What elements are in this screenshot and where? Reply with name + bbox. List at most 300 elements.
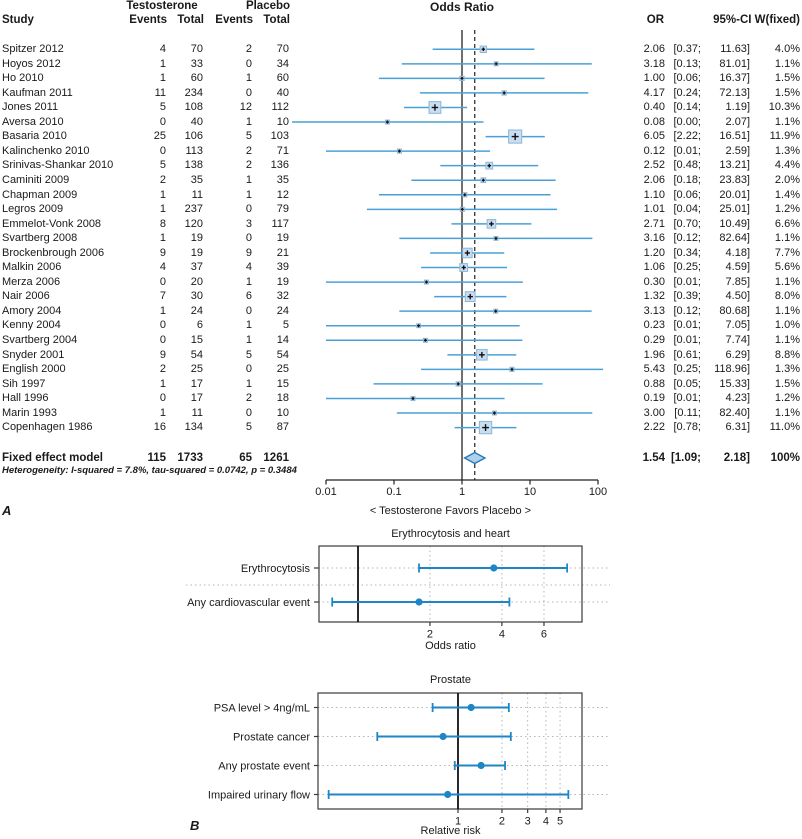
t-total-cell: 20 (190, 275, 203, 288)
tick-label: Any prostate event (218, 760, 310, 773)
p-events-cell: 1 (245, 275, 252, 288)
t-total-cell: 17 (190, 392, 203, 405)
t-total-cell: 33 (190, 57, 203, 70)
or-cell: 1.06 (643, 261, 665, 274)
t-events-cell: 2 (159, 363, 166, 376)
study-name-cell: Amory 2004 (2, 304, 62, 317)
table-row (0, 260, 802, 275)
ci-low-cell: [0.12; (673, 304, 701, 317)
weight-cell: 1.1% (774, 115, 800, 128)
p-events-cell: 12 (239, 101, 252, 114)
weight-cell: 1.5% (774, 86, 800, 99)
t-events-cell: 0 (159, 392, 166, 405)
ci-low-cell: [0.24; (673, 86, 701, 99)
study-name-cell: Marin 1993 (2, 406, 58, 419)
ci-low-cell: [0.01; (673, 392, 701, 405)
table-row (0, 173, 802, 188)
table-row (0, 217, 802, 232)
weight-cell: 1.1% (774, 57, 800, 70)
or-cell: 2.71 (643, 217, 665, 230)
t-total-cell: 108 (184, 101, 203, 114)
p-events-cell: 2 (245, 43, 252, 55)
ci-high-cell: 4.50] (725, 290, 750, 303)
col-header-p-total: Total (263, 14, 290, 26)
or-cell: 2.06 (643, 43, 665, 55)
or-cell: 6.05 (643, 130, 665, 143)
study-name-cell: Legros 2009 (2, 203, 64, 216)
t-events-cell: 2 (159, 173, 166, 186)
summary-row (0, 451, 802, 466)
tick-label: 4 (498, 628, 505, 641)
table-row (0, 377, 802, 392)
tick-label: Impaired urinary flow (207, 789, 310, 802)
study-name-cell: Hall 1996 (2, 392, 49, 405)
p-total-cell: 117 (271, 217, 289, 230)
col-header-ci-weight: 95%-CI W(fixed) (713, 14, 800, 26)
t-events-cell: 1 (159, 57, 166, 70)
p-total-cell: 10 (276, 115, 289, 128)
p-total-cell: 39 (276, 261, 289, 274)
tick-label: 0.01 (315, 486, 337, 498)
t-total-cell: 120 (184, 217, 203, 230)
t-total-cell: 113 (185, 144, 203, 157)
t-total-cell: 15 (190, 334, 203, 346)
tick-label: 1 (458, 486, 466, 498)
table-row (0, 333, 802, 348)
or-cell: 1.10 (643, 188, 665, 201)
weight-cell: 1.1% (774, 304, 800, 317)
ci-high-cell: 7.85] (725, 275, 750, 288)
ci-high-cell: 20.01] (719, 188, 750, 201)
weight-cell: 6.6% (774, 217, 800, 230)
study-name-cell: Chapman 2009 (2, 188, 78, 201)
t-total-cell: 11 (191, 188, 203, 201)
t-total-cell: 106 (184, 130, 203, 143)
tick-label: 6 (540, 628, 548, 641)
p-total-cell: 60 (276, 72, 289, 85)
ci-low-cell: [2.22; (673, 130, 701, 143)
ci-high-cell: 23.83] (719, 173, 750, 186)
study-name-cell: Snyder 2001 (2, 348, 65, 361)
or-cell: 1.01 (643, 203, 665, 216)
weight-cell: 2.0% (774, 173, 800, 186)
p-total-cell: 32 (276, 290, 289, 303)
ci-high-cell: 6.29] (725, 348, 750, 361)
col-header-t-total: Total (177, 14, 204, 26)
table-row (0, 71, 802, 86)
t-total-cell: 234 (184, 86, 203, 99)
favors-label: < Testosterone Favors Placebo > (369, 505, 532, 517)
weight-cell: 1.3% (774, 144, 800, 157)
p-events-cell: 1 (245, 377, 252, 390)
ci-high-cell: 1.19] (725, 101, 750, 114)
weight-cell: 11.9% (769, 130, 800, 143)
weight-cell: 4.4% (774, 159, 800, 172)
col-header-t-events: Events (129, 14, 167, 26)
p-events-cell: 1 (245, 115, 252, 128)
study-name-cell: Malkin 2006 (2, 261, 62, 274)
p-total-cell: 18 (276, 392, 289, 405)
ci-high-cell: 72.13] (719, 86, 750, 99)
t-events-cell: 0 (159, 275, 166, 288)
study-name-cell: Caminiti 2009 (2, 173, 70, 186)
col-header-p-events: Events (215, 14, 253, 26)
p-total-cell: 79 (276, 203, 289, 216)
tick-label: 2 (498, 815, 506, 828)
table-row (0, 362, 802, 377)
ci-low-cell: [0.61; (673, 348, 701, 361)
p-events-cell: 0 (245, 363, 252, 376)
t-events-cell: 1 (159, 304, 166, 317)
tick-label: 1 (454, 815, 462, 828)
table-row (0, 275, 802, 290)
p-events-cell: 9 (245, 246, 252, 259)
point-estimate (468, 704, 475, 711)
table-row (0, 144, 802, 159)
p-events-cell: 5 (245, 421, 252, 434)
t-events-cell: 16 (153, 421, 166, 434)
p-events-cell: 2 (245, 159, 252, 172)
ci-low-cell: [0.18; (673, 173, 701, 186)
or-cell: 2.52 (643, 159, 665, 172)
t-events-cell: 5 (159, 159, 166, 172)
weight-cell: 1.5% (774, 377, 800, 390)
p-total-cell: 12 (276, 188, 289, 201)
t-total-cell: 6 (196, 319, 203, 332)
chart2-xlabel: Relative risk (420, 825, 481, 837)
tick-label: Erythrocytosis (240, 562, 310, 575)
table-row (0, 86, 802, 101)
p-total-cell: 34 (276, 57, 289, 70)
p-total-cell: 136 (270, 159, 289, 172)
table-row (0, 57, 802, 72)
ci-high-cell: 4.18] (725, 246, 750, 259)
weight-cell: 1.1% (774, 232, 800, 245)
point-estimate (444, 791, 451, 798)
ci-high-cell: 2.59] (725, 144, 750, 157)
study-name-cell: Ho 2010 (2, 72, 44, 85)
table-row (0, 42, 802, 57)
p-events-cell: 1 (245, 334, 252, 346)
p-total-cell: 70 (276, 43, 289, 55)
t-events-cell: 0 (159, 115, 166, 128)
p-total-cell: 35 (276, 173, 289, 186)
study-name-cell: Nair 2006 (2, 290, 50, 303)
or-cell: 0.08 (643, 115, 665, 128)
ci-high-cell: 10.49] (719, 217, 750, 230)
or-cell: 3.00 (643, 406, 665, 419)
or-cell: 2.06 (643, 173, 665, 186)
study-name-cell: Spitzer 2012 (2, 43, 64, 55)
p-total-cell: 54 (276, 348, 289, 361)
weight-cell: 7.7% (774, 246, 800, 259)
t-events-cell: 0 (159, 334, 166, 346)
p-total-cell: 71 (276, 144, 289, 157)
weight-cell: 1.5% (774, 72, 800, 85)
t-total-cell: 11 (191, 406, 203, 419)
ci-low-cell: [0.78; (673, 421, 701, 434)
ci-high-cell: 25.01] (719, 203, 750, 216)
or-cell: 0.12 (643, 144, 665, 157)
tick-label: 0.1 (386, 486, 402, 498)
t-events-cell: 1 (159, 232, 166, 245)
p-events-cell: 1 (245, 319, 252, 332)
heterogeneity-note: Heterogeneity: I-squared = 7.8%, tau-squared = 0.0742, p = 0.3484 (2, 465, 297, 476)
or-cell: 0.30 (643, 275, 665, 288)
study-name-cell: Svartberg 2008 (2, 232, 78, 245)
table-row (0, 391, 802, 406)
table-row (0, 202, 802, 217)
ci-high-cell: 7.05] (725, 319, 750, 332)
t-total-cell: 134 (184, 421, 203, 434)
study-name-cell: Basaria 2010 (2, 130, 67, 143)
table-row (0, 115, 802, 130)
t-events-cell: 4 (159, 43, 166, 55)
t-events-cell: 1 (159, 406, 166, 419)
ci-low-cell: [0.34; (673, 246, 701, 259)
p-events-cell: 6 (245, 290, 252, 303)
p-events-cell: 2 (245, 392, 252, 405)
chart1-title: Erythrocytosis and heart (391, 528, 510, 540)
col-header-study: Study (2, 14, 34, 26)
ci-high-cell: 2.18] (723, 451, 750, 464)
point-estimate (439, 733, 446, 740)
p-total-cell: 14 (276, 334, 289, 346)
tick-label: 3 (524, 815, 531, 828)
weight-cell: 1.4% (774, 188, 800, 201)
p-events-cell: 4 (245, 261, 252, 274)
study-name-cell: English 2000 (2, 363, 66, 376)
ci-low-cell: [0.01; (673, 144, 701, 157)
table-row (0, 304, 802, 319)
p-events-cell: 0 (245, 232, 252, 245)
or-cell: 0.29 (643, 334, 665, 346)
weight-cell: 100% (770, 451, 800, 464)
t-events-cell: 4 (159, 261, 166, 274)
weight-cell: 1.2% (774, 203, 800, 216)
t-events-cell: 1 (159, 377, 166, 390)
t-events-cell: 0 (159, 319, 166, 332)
weight-cell: 1.3% (774, 363, 800, 376)
ci-low-cell: [0.37; (673, 43, 701, 55)
weight-cell: 1.1% (774, 406, 800, 419)
p-events-cell: 5 (245, 348, 252, 361)
t-events-cell: 115 (147, 451, 166, 464)
ci-low-cell: [0.11; (674, 406, 701, 419)
study-name-cell: Kalinchenko 2010 (2, 144, 90, 157)
p-events-cell: 1 (245, 188, 252, 201)
p-events-cell: 0 (245, 406, 252, 419)
table-row (0, 158, 802, 173)
weight-cell: 1.1% (774, 334, 800, 346)
ci-high-cell: 11.63] (720, 43, 750, 55)
t-events-cell: 7 (159, 290, 166, 303)
p-total-cell: 25 (276, 363, 289, 376)
p-total-cell: 5 (282, 319, 289, 332)
p-total-cell: 24 (276, 304, 289, 317)
point-estimate (415, 598, 422, 605)
tick-label: 100 (588, 486, 608, 498)
study-name-cell: Hoyos 2012 (2, 57, 61, 70)
ci-low-cell: [0.25; (673, 363, 701, 376)
or-cell: 5.43 (643, 363, 665, 376)
p-events-cell: 2 (245, 144, 252, 157)
or-cell: 0.88 (643, 377, 665, 390)
t-events-cell: 5 (159, 101, 166, 114)
table-row (0, 129, 802, 144)
ci-low-cell: [0.70; (673, 217, 701, 230)
t-events-cell: 11 (154, 86, 166, 99)
t-events-cell: 1 (159, 188, 166, 201)
ci-high-cell: 82.40] (719, 406, 750, 419)
plot-box (318, 693, 582, 809)
t-total-cell: 60 (190, 72, 203, 85)
p-total-cell: 21 (276, 246, 289, 259)
ci-high-cell: 16.37] (719, 72, 750, 85)
weight-cell: 5.6% (774, 261, 800, 274)
study-name-cell: Brockenbrough 2006 (2, 246, 105, 259)
t-events-cell: 1 (159, 72, 166, 85)
p-total-cell: 15 (276, 377, 289, 390)
ci-low-cell: [0.06; (673, 72, 701, 85)
or-cell: 0.23 (643, 319, 665, 332)
col-header-or: OR (646, 14, 664, 26)
study-name-cell: Emmelot-Vonk 2008 (2, 217, 102, 230)
table-row (0, 406, 802, 421)
t-total-cell: 37 (190, 261, 203, 274)
weight-cell: 11.0% (769, 421, 800, 434)
tick-label: Prostate cancer (232, 731, 310, 744)
or-cell: 1.54 (642, 451, 665, 464)
study-name-cell: Aversa 2010 (2, 115, 64, 128)
study-name-cell: Jones 2011 (2, 101, 59, 114)
p-total-cell: 10 (276, 406, 289, 419)
p-total-cell: 40 (276, 86, 289, 99)
or-cell: 3.13 (643, 304, 665, 317)
ci-high-cell: 13.21] (719, 159, 750, 172)
table-row (0, 289, 802, 304)
ci-high-cell: 4.59] (725, 261, 750, 274)
t-total-cell: 1733 (177, 451, 203, 464)
or-cell: 1.20 (643, 246, 665, 259)
t-events-cell: 9 (159, 246, 166, 259)
ci-low-cell: [0.13; (673, 57, 701, 70)
p-events-cell: 3 (245, 217, 252, 230)
col-header-placebo: Placebo (245, 0, 291, 12)
t-total-cell: 19 (190, 232, 203, 245)
ci-high-cell: 118.96] (714, 363, 750, 376)
ci-low-cell: [0.01; (673, 319, 701, 332)
weight-cell: 8.8% (774, 348, 800, 361)
t-events-cell: 9 (159, 348, 166, 361)
ci-high-cell: 80.68] (719, 304, 750, 317)
ci-low-cell: [0.01; (673, 334, 701, 346)
ci-low-cell: [0.01; (673, 275, 701, 288)
t-total-cell: 40 (190, 115, 203, 128)
p-total-cell: 19 (276, 275, 289, 288)
chart2-title: Prostate (430, 674, 471, 686)
ci-low-cell: [0.06; (673, 188, 701, 201)
ci-low-cell: [0.00; (673, 115, 701, 128)
weight-cell: 1.2% (774, 392, 800, 405)
ci-high-cell: 16.51] (719, 130, 750, 143)
tick-label: 10 (523, 486, 537, 498)
study-name-cell: Fixed effect model (2, 451, 103, 464)
ci-low-cell: [0.12; (673, 232, 701, 245)
study-name-cell: Copenhagen 1986 (2, 421, 93, 434)
table-row (0, 318, 802, 333)
tick-label: PSA level > 4ng/mL (213, 702, 310, 715)
t-total-cell: 54 (190, 348, 203, 361)
study-name-cell: Kenny 2004 (2, 319, 61, 332)
ci-high-cell: 4.23] (725, 392, 750, 405)
p-events-cell: 0 (245, 57, 252, 70)
t-total-cell: 24 (190, 304, 203, 317)
or-cell: 1.96 (643, 348, 665, 361)
ci-low-cell: [0.39; (673, 290, 701, 303)
ci-high-cell: 81.01] (719, 57, 750, 70)
tick-label: Any cardiovascular event (187, 596, 310, 609)
table-row (0, 420, 802, 435)
table-row (0, 100, 802, 115)
or-cell: 1.32 (643, 290, 665, 303)
t-total-cell: 17 (190, 377, 203, 390)
p-total-cell: 87 (276, 421, 289, 434)
ci-low-cell: [0.14; (673, 101, 701, 114)
tick-label: 4 (542, 815, 549, 828)
study-name-cell: Merza 2006 (2, 275, 61, 288)
panel-label-b: B (190, 818, 200, 833)
ci-low-cell: [0.48; (673, 159, 701, 172)
or-cell: 3.16 (643, 232, 665, 245)
t-events-cell: 25 (153, 130, 166, 143)
table-row (0, 348, 802, 363)
t-events-cell: 1 (159, 203, 166, 216)
point-estimate (490, 564, 497, 571)
t-total-cell: 70 (190, 43, 203, 55)
ci-high-cell: 7.74] (725, 334, 750, 346)
t-total-cell: 30 (190, 290, 203, 303)
weight-cell: 4.0% (774, 43, 800, 55)
t-total-cell: 35 (190, 173, 203, 186)
col-header-testosterone: Testosterone (126, 0, 198, 12)
p-total-cell: 1261 (263, 451, 289, 464)
p-total-cell: 112 (271, 101, 289, 114)
ci-low-cell: [0.05; (673, 377, 701, 390)
or-cell: 0.40 (643, 101, 665, 114)
study-name-cell: Svartberg 2004 (2, 334, 78, 346)
plot-title-odds-ratio: Odds Ratio (429, 0, 494, 14)
ci-high-cell: 6.31] (725, 421, 750, 434)
ci-low-cell: [0.04; (673, 203, 701, 216)
or-cell: 1.00 (643, 72, 665, 85)
p-events-cell: 5 (245, 130, 252, 143)
point-estimate (478, 762, 485, 769)
weight-cell: 1.1% (774, 275, 800, 288)
t-events-cell: 0 (159, 144, 166, 157)
weight-cell: 1.0% (774, 319, 800, 332)
p-total-cell: 19 (276, 232, 289, 245)
ci-low-cell: [0.25; (673, 261, 701, 274)
table-row (0, 231, 802, 246)
table-row (0, 188, 802, 203)
p-total-cell: 103 (270, 130, 289, 143)
p-events-cell: 0 (245, 86, 252, 99)
weight-cell: 10.3% (768, 101, 800, 114)
t-events-cell: 8 (159, 217, 166, 230)
p-events-cell: 0 (245, 203, 252, 216)
study-name-cell: Kaufman 2011 (2, 86, 73, 99)
